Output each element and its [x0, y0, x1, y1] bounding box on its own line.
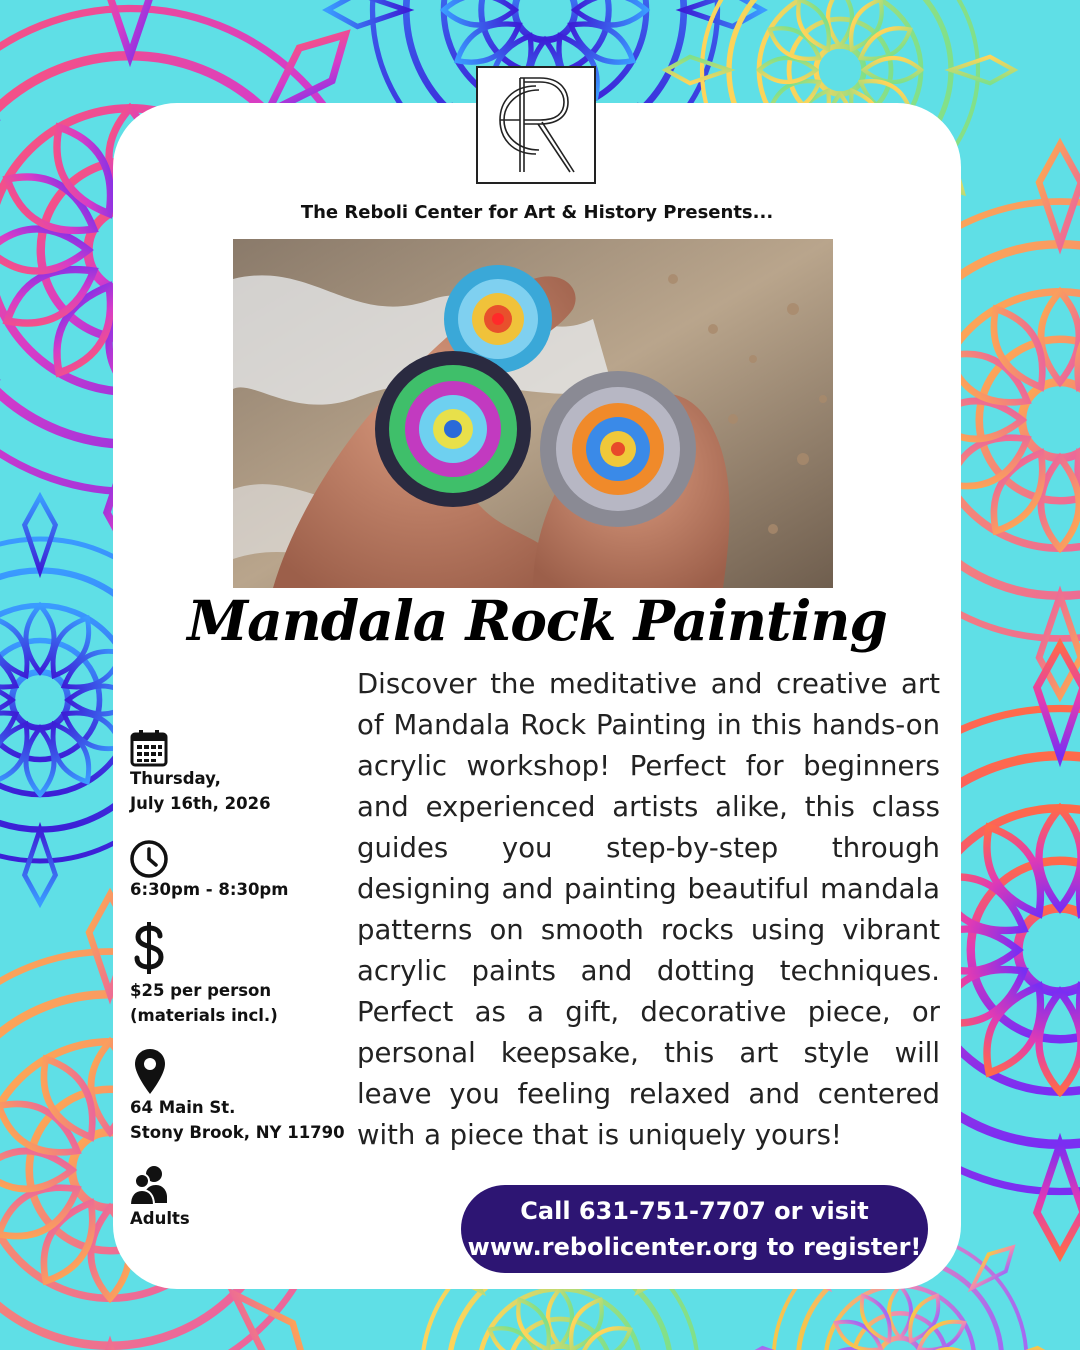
event-date-line1: Thursday,	[130, 769, 221, 788]
register-cta-button[interactable]	[461, 1185, 928, 1273]
cta-line1: Call 631-751-7707 or visit	[520, 1197, 869, 1225]
presenter-line: The Reboli Center for Art & History Presents...	[300, 202, 774, 223]
people-icon	[130, 1165, 168, 1205]
event-date-line2: July 16th, 2026	[130, 794, 271, 813]
event-price-line2: (materials incl.)	[130, 1006, 278, 1025]
event-title: Mandala Rock Painting	[187, 588, 887, 653]
cta-line2: www.rebolicenter.org to register!	[467, 1233, 922, 1261]
event-address-line1: 64 Main St.	[130, 1098, 236, 1117]
event-address	[130, 1095, 345, 1145]
reboli-rc-monogram-icon	[478, 68, 594, 182]
event-audience: Adults	[130, 1209, 190, 1228]
map-pin-icon	[133, 1047, 167, 1095]
event-price	[130, 978, 278, 1028]
event-address-line2: Stony Brook, NY 11790	[130, 1123, 345, 1142]
event-price-line1: $25 per person	[130, 981, 272, 1000]
event-description: Discover the meditative and creative art of Mandala Rock Painting in this hands-on acrylic workshop! Perfect for beginners and experienced artists alike, this class guides you step-by-step through designing and painting beautiful mandala patterns on smooth rocks using vibrant acrylic paints and dotting techniques. Perfect as a gift, decorative piece, or personal keepsake, this art style will leave you feeling relaxed and centered with a piece that is uniquely yours!	[357, 668, 940, 1151]
dollar-icon	[132, 922, 166, 974]
event-time: 6:30pm - 8:30pm	[130, 880, 289, 899]
reboli-logo	[476, 66, 596, 184]
calendar-icon	[130, 729, 168, 767]
clock-icon	[129, 839, 169, 879]
painted-rocks-photo	[233, 239, 833, 588]
event-date	[130, 766, 271, 816]
